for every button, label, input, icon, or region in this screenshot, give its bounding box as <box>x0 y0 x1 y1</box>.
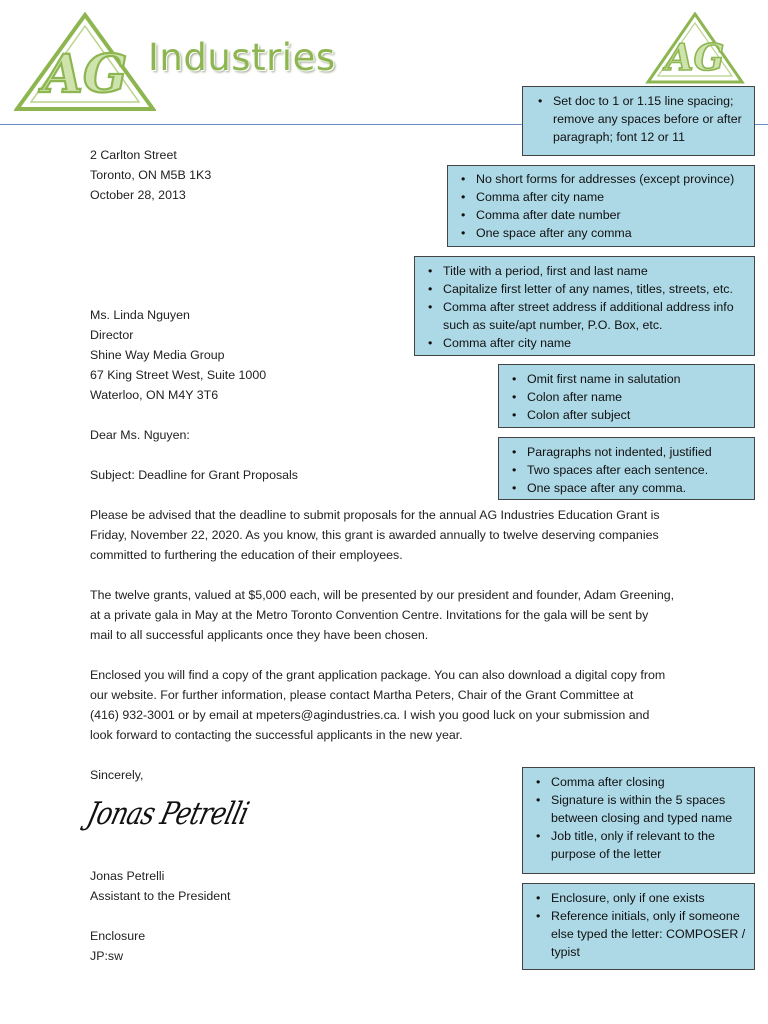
letter-date: October 28, 2013 <box>90 188 186 202</box>
body-line: (416) 932-3001 or by email at mpeters@agindustries.ca. I wish you good luck on your submission and <box>90 708 650 722</box>
body-line: our website. For further information, please contact Martha Peters, Chair of the Grant Committee at <box>90 688 634 702</box>
note-item: • Comma after city name <box>454 188 750 206</box>
recipient-city: Waterloo, ON M4Y 3T6 <box>90 388 219 402</box>
note-address <box>447 165 755 247</box>
body-line: at a private gala in May at the Metro Toronto Convention Centre. Invitations for the gala will be sent by <box>90 608 649 622</box>
body-line: committed to furthering the education of their employees. <box>90 548 403 562</box>
sender-address-line: 2 Carlton Street <box>90 148 177 162</box>
recipient-name: Ms. Linda Nguyen <box>90 308 190 322</box>
signature: Jonas Petrelli <box>83 796 252 832</box>
job-title: Assistant to the President <box>90 889 231 903</box>
note-item: • Job title, only if relevant to the purpose of the letter <box>529 827 750 863</box>
note-item: • Enclosure, only if one exists <box>529 889 750 907</box>
note-item: • Colon after name <box>505 388 750 406</box>
closing: Sincerely, <box>90 768 144 782</box>
note-item: • Comma after date number <box>454 206 750 224</box>
recipient-title: Director <box>90 328 134 342</box>
body-line: Friday, November 22, 2020. As you know, this grant is awarded annually to twelve deserving companies <box>90 528 659 542</box>
sender-address-line: Toronto, ON M5B 1K3 <box>90 168 212 182</box>
note-item: • Set doc to 1 or 1.15 line spacing; remove any spaces before or after paragraph; font 12 or 11 <box>531 92 750 146</box>
note-item: • Comma after street address if additional address info such as suite/apt number, P.O. Box, etc. <box>421 298 750 334</box>
note-item: • Reference initials, only if someone else typed the letter: COMPOSER / typist <box>529 907 750 961</box>
note-enclosure <box>522 883 755 970</box>
body-line: Please be advised that the deadline to submit proposals for the annual AG Industries Education Grant is <box>90 508 660 522</box>
note-item: • Signature is within the 5 spaces between closing and typed name <box>529 791 750 827</box>
recipient-street: 67 King Street West, Suite 1000 <box>90 368 267 382</box>
note-item: • Paragraphs not indented, justified <box>505 443 750 461</box>
note-item: • Comma after closing <box>529 773 750 791</box>
note-item: • Two spaces after each sentence. <box>505 461 750 479</box>
typed-name: Jonas Petrelli <box>90 869 165 883</box>
note-item: • One space after any comma <box>454 224 750 242</box>
salutation: Dear Ms. Nguyen: <box>90 428 190 442</box>
note-item: • Title with a period, first and last name <box>421 262 750 280</box>
body-line: mail to all successful applicants once they have been chosen. <box>90 628 429 642</box>
ag-logo-small <box>645 12 745 84</box>
company-name: Industries <box>148 36 336 79</box>
note-item: • One space after any comma. <box>505 479 750 497</box>
note-spacing <box>522 86 755 156</box>
note-item: • Capitalize first letter of any names, titles, streets, etc. <box>421 280 750 298</box>
ag-logo <box>14 12 156 112</box>
note-names <box>414 256 755 356</box>
svg-text:AG: AG <box>665 37 725 79</box>
svg-text:AG: AG <box>42 44 128 105</box>
note-paragraphs <box>498 437 755 500</box>
body-line: look forward to contacting the successful applicants in the new year. <box>90 728 463 742</box>
note-closing <box>522 767 755 874</box>
enclosure-notation: Enclosure <box>90 929 146 943</box>
note-item: • Comma after city name <box>421 334 750 352</box>
note-item: • Colon after subject <box>505 406 750 424</box>
note-item: • No short forms for addresses (except province) <box>454 170 750 188</box>
reference-initials: JP:sw <box>90 949 124 963</box>
subject-line: Subject: Deadline for Grant Proposals <box>90 468 298 482</box>
note-salutation <box>498 364 755 428</box>
body-line: The twelve grants, valued at $5,000 each, will be presented by our president and founder, Adam Greening, <box>90 588 675 602</box>
note-item: • Omit first name in salutation <box>505 370 750 388</box>
recipient-company: Shine Way Media Group <box>90 348 225 362</box>
body-line: Enclosed you will find a copy of the grant application package. You can also download a digital copy from <box>90 668 666 682</box>
